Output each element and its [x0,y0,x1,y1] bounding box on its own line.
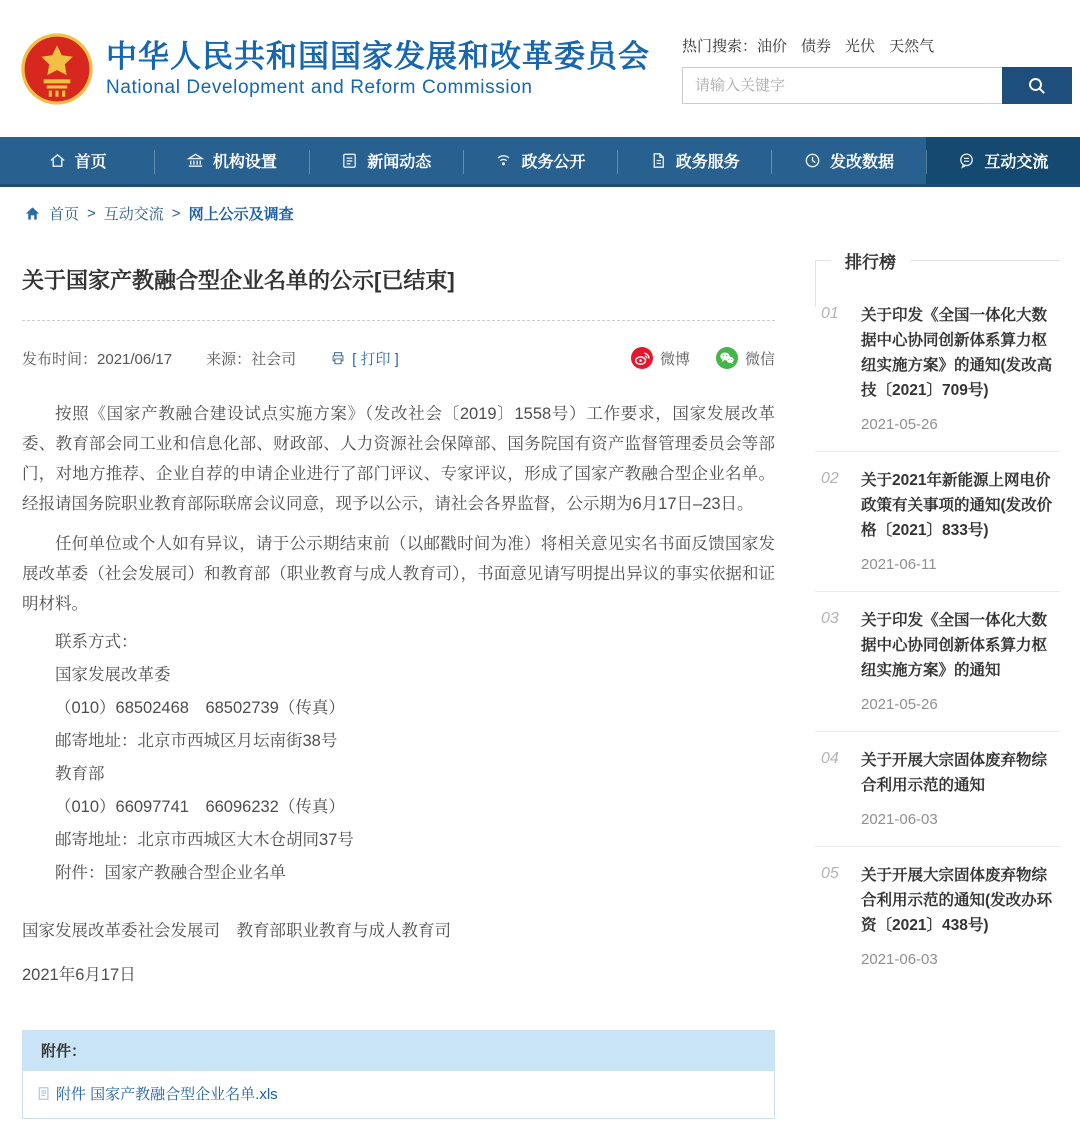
home-icon [24,205,41,222]
chat-icon [957,151,976,170]
institution-icon [186,151,205,170]
paragraph: 按照《国家产教融合建设试点实施方案》（发改社会〔2019〕1558号）工作要求，国家发展改革委、教育部会同工业和信息化部、财政部、人力资源社会保障部、国务院国有资产监督管理委员会等部门，对地方推荐、企业自荐的申请企业进行了部门评议、专家评议，形成了国家产教融合型企业名单。经报请国务院职业教育部际联席会议同意，现予以公示，请社会各界监督，公示期为6月17日–23日。 [22,405,775,513]
rank-item-date: 2021-05-26 [861,416,938,433]
nav-label: 政务服务 [675,154,740,171]
nav-item-disclosure[interactable] [463,137,617,184]
hot-search-term-gas[interactable]: 天然气 [889,38,935,55]
nav-item-interaction[interactable] [926,137,1080,184]
nav-item-home[interactable] [0,137,154,184]
site-title-cn: 中华人民共和国国家发展和改革委员会 [106,38,650,74]
attachment-header: 附件： [23,1031,774,1071]
nav-item-services[interactable] [617,137,771,184]
hot-search-bar [682,35,1072,56]
printer-icon [330,350,346,366]
paragraph: 任何单位或个人如有异议，请于公示期结束前（以邮戳时间为准）将相关意见实名书面反馈国家发展改革委（社会发展司）和教育部（职业教育与成人教育司），书面意见请写明提出异议的事实依据和证明材料。 [22,535,775,613]
rank-item-date: 2021-05-26 [861,696,938,713]
share-bar [631,347,775,369]
contact-line: 邮寄地址：北京市西城区大木仓胡同37号 [55,831,354,849]
contact-line: 国家发展改革委 [55,666,171,684]
breadcrumb [0,187,1080,238]
nav-label: 发改数据 [830,154,895,171]
nav-item-data[interactable] [771,137,925,184]
rank-number: 05 [821,865,839,882]
article-body [22,399,775,990]
ranking-sidebar [815,253,1060,1123]
nav-label: 政务公开 [521,154,586,171]
broadcast-icon [494,151,513,170]
rank-item-date: 2021-06-11 [861,556,937,573]
publish-time: 发布时间：2021/06/17 [22,350,173,368]
main-nav [0,137,1080,187]
source: 来源：社会司 [206,350,297,368]
ranking-title: 排行榜 [831,248,910,273]
rank-number: 03 [821,610,839,627]
article-meta [22,347,775,369]
rank-item-date: 2021-06-03 [861,951,938,968]
file-icon [649,151,668,170]
search-button[interactable] [1002,67,1072,104]
rank-item-link[interactable]: 关于开展大宗固体废弃物综合利用示范的通知(发改办环资〔2021〕438号) [861,867,1053,934]
dashed-divider [22,320,775,321]
site-titles [106,39,682,99]
rank-item-link[interactable]: 关于印发《全国一体化大数据中心协同创新体系算力枢纽实施方案》的通知 [861,612,1048,679]
attachment-body [23,1071,774,1118]
rank-item-link[interactable]: 关于开展大宗固体废弃物综合利用示范的通知 [861,752,1048,794]
share-wechat-button[interactable]: 微信 [716,347,775,369]
breadcrumb-separator: > [87,205,96,222]
rank-item-link[interactable]: 关于2021年新能源上网电价政策有关事项的通知(发改价格〔2021〕833号) [861,472,1053,539]
contact-line: （010）68502468 68502739（传真） [55,699,345,717]
hot-search-label: 热门搜索： [682,38,758,55]
rank-item-date: 2021-06-03 [861,811,938,828]
attachment-file-link[interactable]: 附件 国家产教融合型企业名单.xls [37,1083,278,1104]
rank-number: 02 [821,470,839,487]
search-input[interactable] [682,67,1002,104]
clock-icon [803,151,822,170]
nav-label: 互动交流 [984,154,1049,171]
nav-item-news[interactable] [309,137,463,184]
search-box [682,67,1072,104]
article-column [22,238,775,1123]
share-weibo-button[interactable]: 微博 [631,347,690,369]
contact-line: 附件：国家产教融合型企业名单 [55,864,286,882]
hot-search-term-bond[interactable]: 债券 [801,38,832,55]
nav-label: 机构设置 [212,154,277,171]
hot-search-term-pv[interactable]: 光伏 [845,38,876,55]
document-icon [37,1086,51,1101]
nav-item-organization[interactable] [154,137,308,184]
hot-search-term-oil[interactable]: 油价 [757,38,788,55]
content-area [0,238,1080,1123]
breadcrumb-current: 网上公示及调查 [188,206,294,223]
contact-line: 联系方式： [55,633,138,651]
ranking-list [815,261,1060,986]
signature-date: 2021年6月17日 [22,966,136,984]
national-emblem-logo [20,32,94,106]
signature-line: 国家发展改革委社会发展司 教育部职业教育与成人教育司 [22,922,451,940]
search-icon [1027,76,1047,96]
breadcrumb-interaction[interactable]: 互动交流 [103,206,164,223]
list-item [815,287,1060,452]
contact-line: 教育部 [55,765,105,783]
list-item [815,452,1060,592]
print-button[interactable]: [ 打印 ] [330,348,399,369]
site-header [0,0,1080,137]
list-item [815,847,1060,986]
rank-item-link[interactable]: 关于印发《全国一体化大数据中心协同创新体系算力枢纽实施方案》的通知(发改高技〔2021〕709号) [861,307,1053,399]
wechat-icon [716,347,738,369]
attachment-box [22,1030,775,1119]
nav-label: 首页 [74,154,107,171]
rank-number: 04 [821,750,839,767]
news-icon [340,151,359,170]
rank-number: 01 [821,305,839,322]
breadcrumb-separator: > [171,205,181,222]
contact-line: （010）66097741 66096232（传真） [55,798,345,816]
list-item [815,732,1060,847]
page-title: 关于国家产教融合型企业名单的公示[已结束] [22,268,455,293]
list-item [815,592,1060,732]
header-search-area [682,33,1072,104]
breadcrumb-home[interactable]: 首页 [49,206,80,223]
home-icon [48,151,67,170]
nav-label: 新闻动态 [367,154,432,171]
site-title-en: National Development and Reform Commission [106,76,533,98]
weibo-icon [631,347,653,369]
contact-line: 邮寄地址：北京市西城区月坛南街38号 [55,732,338,750]
